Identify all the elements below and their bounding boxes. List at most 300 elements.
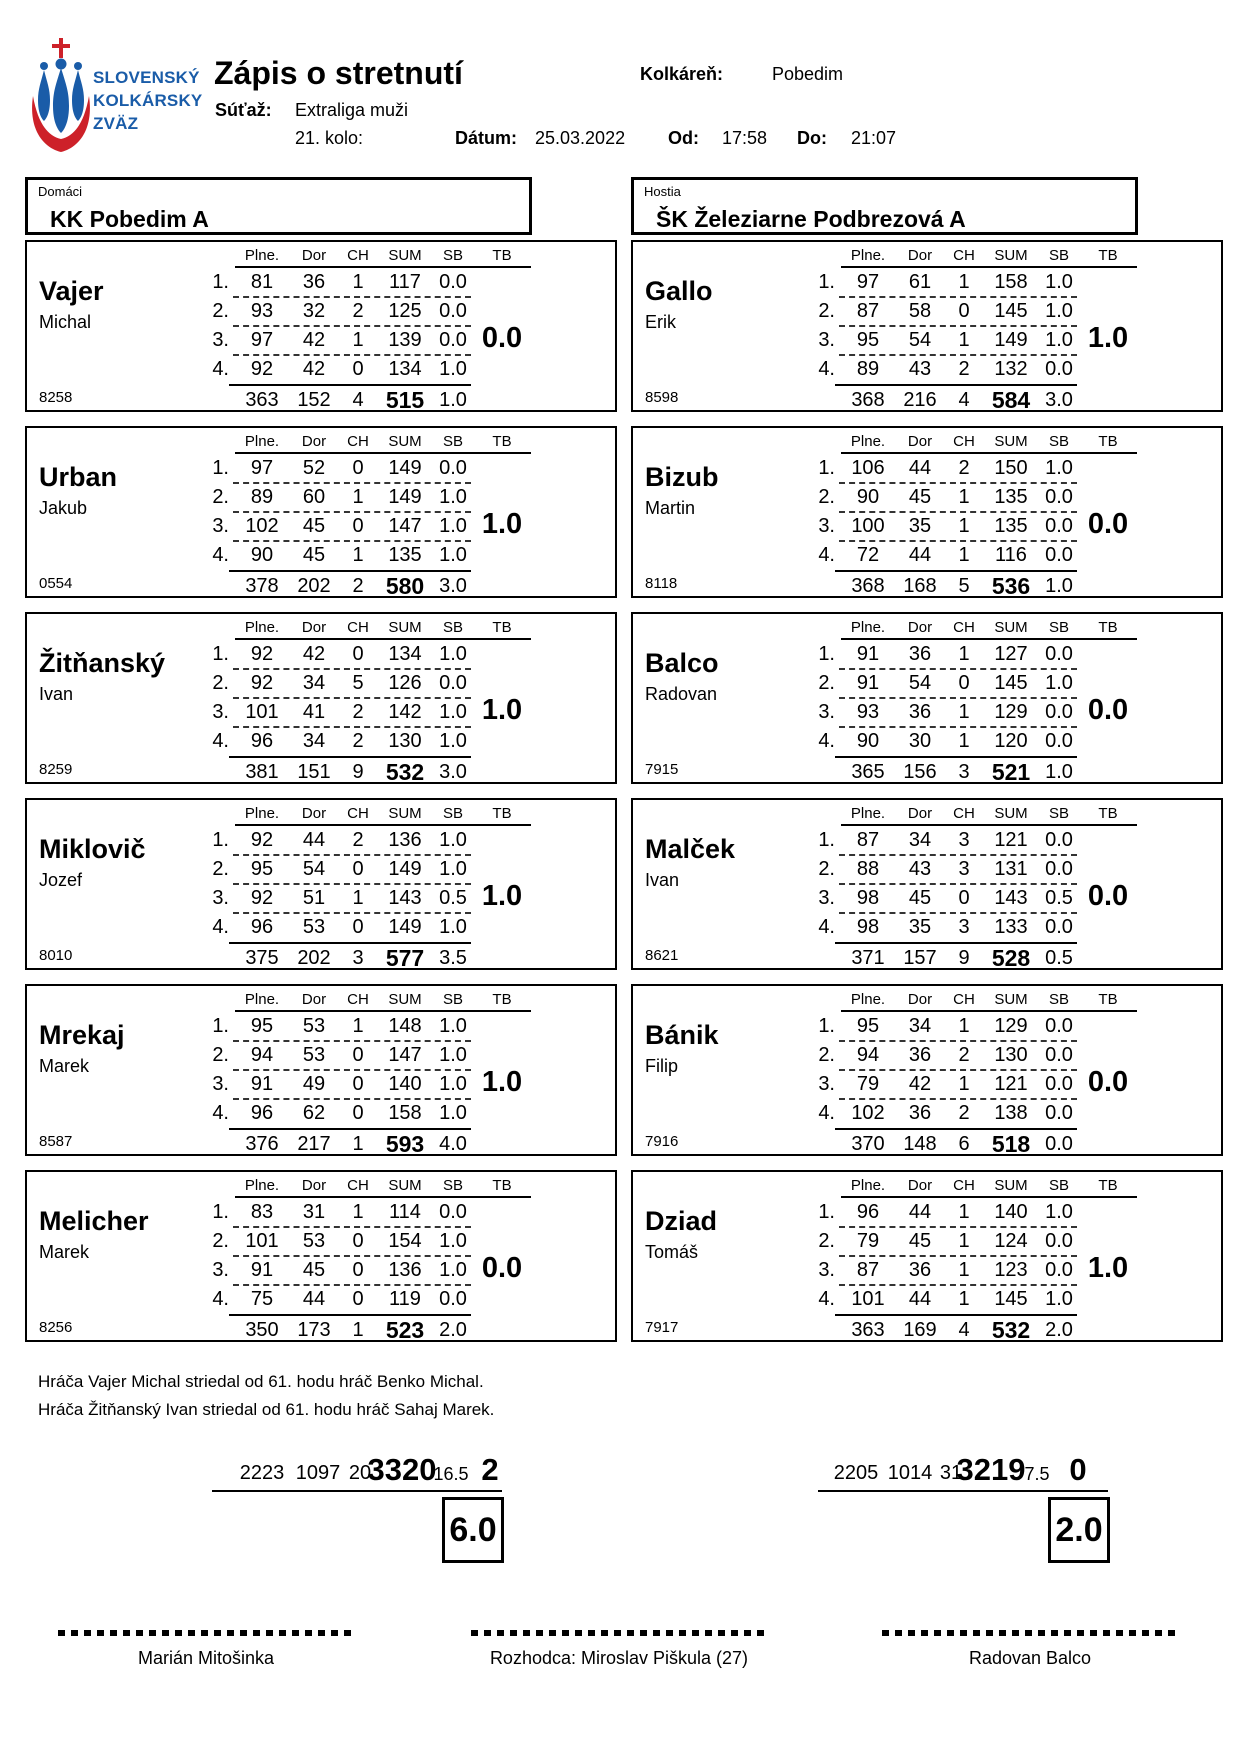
row-number: 3.: [818, 1259, 835, 1281]
row-number: 4.: [212, 916, 229, 938]
player-surname: Miklovič: [39, 834, 146, 864]
org-name-line1: SLOVENSKÝ: [93, 68, 200, 87]
cell-sum: 129: [994, 1015, 1028, 1037]
cell-dor: 42: [302, 358, 326, 380]
col-header-tb: TB: [1098, 247, 1118, 264]
row-divider: [839, 854, 1077, 856]
player-surname: Žitňanský: [39, 648, 166, 678]
row-number: 4.: [212, 358, 229, 380]
team-point-value: 1.0: [481, 694, 523, 726]
col-header-sum: SUM: [388, 991, 422, 1008]
cell-dor: 62: [302, 1102, 326, 1124]
cell-plne: 102: [245, 515, 279, 537]
header-divider: [235, 1196, 531, 1198]
col-header-dor: Dor: [907, 991, 933, 1008]
cell-ch: 0: [352, 916, 364, 938]
total-plne: 368: [851, 575, 885, 597]
row-number: 4.: [212, 1102, 229, 1124]
time-to-label: Do:: [797, 128, 827, 148]
cell-sum: 124: [994, 1230, 1028, 1252]
cell-ch: 1: [958, 730, 970, 752]
cell-sum: 140: [994, 1201, 1028, 1223]
cell-plne: 101: [245, 1230, 279, 1252]
col-header-ch: CH: [953, 805, 975, 822]
cell-dor: 43: [908, 858, 932, 880]
total-dor: 202: [297, 575, 331, 597]
row-divider: [839, 668, 1077, 670]
player-reg-id: 7915: [645, 761, 679, 778]
cell-sum: 149: [994, 329, 1028, 351]
col-header-sum: SUM: [994, 247, 1028, 264]
cell-sum: 149: [388, 858, 422, 880]
cell-ch: 0: [958, 300, 970, 322]
row-divider: [839, 540, 1077, 542]
cell-sb: 0.0: [1045, 701, 1073, 723]
cell-ch: 0: [352, 1044, 364, 1066]
player-given-name: Jozef: [39, 870, 83, 890]
cell-ch: 0: [958, 672, 970, 694]
cell-ch: 2: [958, 457, 970, 479]
total-sum: 528: [991, 945, 1031, 971]
team-point-value: 0.0: [1087, 880, 1129, 912]
cell-ch: 1: [958, 486, 970, 508]
total-plne: 381: [245, 761, 279, 783]
totals-divider: [229, 384, 471, 386]
cell-dor: 45: [908, 486, 932, 508]
cell-dor: 53: [302, 1230, 326, 1252]
col-header-dor: Dor: [301, 1177, 327, 1194]
player-block: [631, 798, 1223, 970]
cell-sb: 1.0: [1045, 329, 1073, 351]
cell-plne: 102: [851, 1102, 885, 1124]
col-header-plne: Plne.: [244, 619, 280, 636]
cell-sum: 148: [388, 1015, 422, 1037]
row-number: 1.: [818, 643, 835, 665]
cell-dor: 41: [302, 701, 326, 723]
col-header-ch: CH: [953, 247, 975, 264]
home-side-label: Domáci: [38, 184, 83, 199]
cell-sum: 116: [995, 544, 1027, 566]
total-plne: 365: [851, 761, 885, 783]
totals-divider: [229, 570, 471, 572]
cell-sum: 140: [388, 1073, 422, 1095]
cell-dor: 34: [302, 672, 326, 694]
col-header-ch: CH: [347, 247, 369, 264]
round-value: 21. kolo:: [295, 128, 364, 148]
row-number: 1.: [818, 1201, 835, 1223]
cell-sum: 145: [994, 672, 1028, 694]
cell-ch: 3: [958, 858, 970, 880]
cell-plne: 96: [856, 1201, 880, 1223]
row-number: 2.: [212, 486, 229, 508]
player-block: [25, 798, 617, 970]
cell-ch: 2: [352, 300, 364, 322]
row-number: 4.: [212, 544, 229, 566]
cell-sb: 1.0: [439, 916, 467, 938]
org-name-line3: ZVÄZ: [93, 114, 139, 133]
total-ch: 1: [352, 1133, 364, 1155]
col-header-plne: Plne.: [850, 247, 886, 264]
total-ch: 4: [958, 389, 970, 411]
cell-plne: 91: [856, 643, 880, 665]
row-divider: [839, 883, 1077, 885]
col-header-plne: Plne.: [850, 805, 886, 822]
cell-ch: 1: [958, 544, 970, 566]
player-surname: Malček: [645, 834, 736, 864]
cell-dor: 44: [908, 1288, 932, 1310]
col-header-dor: Dor: [301, 247, 327, 264]
col-header-dor: Dor: [301, 619, 327, 636]
cell-plne: 92: [250, 887, 274, 909]
cell-ch: 2: [958, 1102, 970, 1124]
cell-plne: 89: [250, 486, 274, 508]
total-ch: 5: [958, 575, 970, 597]
cell-sum: 145: [994, 1288, 1028, 1310]
cell-sum: 130: [994, 1044, 1028, 1066]
col-header-sum: SUM: [388, 619, 422, 636]
cell-sb: 0.5: [439, 887, 467, 909]
total-sum: 521: [991, 759, 1031, 785]
row-number: 3.: [212, 1073, 229, 1095]
total-dor: 151: [297, 761, 331, 783]
competition-value: Extraliga muži: [295, 100, 409, 120]
cell-plne: 94: [250, 1044, 274, 1066]
cell-sum: 136: [388, 1259, 422, 1281]
col-header-sb: SB: [442, 1177, 463, 1194]
home-total-dor: 1097: [295, 1462, 341, 1484]
player-block: [631, 426, 1223, 598]
cell-plne: 98: [856, 916, 880, 938]
cell-sum: 138: [994, 1102, 1028, 1124]
col-header-plne: Plne.: [244, 247, 280, 264]
cell-plne: 100: [851, 515, 885, 537]
col-header-plne: Plne.: [850, 991, 886, 1008]
row-number: 2.: [818, 858, 835, 880]
player-given-name: Martin: [645, 498, 696, 518]
cell-dor: 44: [302, 1288, 326, 1310]
player-block: [631, 612, 1223, 784]
cell-sb: 1.0: [1045, 1288, 1073, 1310]
cell-dor: 43: [908, 358, 932, 380]
col-header-ch: CH: [347, 991, 369, 1008]
row-number: 4.: [212, 1288, 229, 1310]
header-divider: [235, 452, 531, 454]
col-header-plne: Plne.: [244, 991, 280, 1008]
row-number: 3.: [212, 887, 229, 909]
header-divider: [841, 1196, 1137, 1198]
cell-plne: 90: [856, 730, 880, 752]
cell-ch: 0: [958, 887, 970, 909]
cell-ch: 0: [352, 858, 364, 880]
cell-ch: 1: [958, 643, 970, 665]
col-header-plne: Plne.: [850, 1177, 886, 1194]
signature-name: Radovan Balco: [968, 1648, 1092, 1668]
totals-divider: [229, 942, 471, 944]
total-sum: 532: [385, 759, 425, 785]
player-reg-id: 7916: [645, 1133, 679, 1150]
signature-referee: [471, 1630, 767, 1669]
cell-ch: 0: [352, 457, 364, 479]
row-divider: [839, 912, 1077, 914]
total-plne: 375: [245, 947, 279, 969]
row-number: 2.: [818, 672, 835, 694]
home-total-ch: 20: [348, 1462, 372, 1484]
cell-ch: 0: [352, 1288, 364, 1310]
cell-plne: 97: [250, 329, 274, 351]
cell-plne: 93: [856, 701, 880, 723]
col-header-tb: TB: [492, 433, 512, 450]
row-divider: [233, 1284, 471, 1286]
cell-dor: 36: [908, 1044, 932, 1066]
player-block: [25, 1170, 617, 1342]
col-header-plne: Plne.: [850, 619, 886, 636]
cell-dor: 32: [302, 300, 326, 322]
player-surname: Vajer: [39, 276, 104, 306]
total-dor: 217: [297, 1133, 331, 1155]
row-number: 3.: [212, 1259, 229, 1281]
time-from-value: 17:58: [722, 128, 768, 148]
row-number: 3.: [212, 329, 229, 351]
team-point-value: 0.0: [1087, 1066, 1129, 1098]
competition-label: Súťaž:: [215, 100, 272, 120]
cell-plne: 92: [250, 358, 274, 380]
row-number: 1.: [212, 457, 229, 479]
cell-dor: 45: [302, 544, 326, 566]
total-sum: 577: [385, 945, 425, 971]
row-number: 1.: [818, 271, 835, 293]
row-number: 3.: [818, 887, 835, 909]
cell-sb: 1.0: [1045, 1201, 1073, 1223]
cell-sum: 135: [994, 486, 1028, 508]
row-divider: [839, 354, 1077, 356]
player-given-name: Erik: [645, 312, 676, 332]
away-total-tb: 0: [1069, 1452, 1087, 1487]
col-header-sum: SUM: [388, 247, 422, 264]
cell-dor: 31: [302, 1201, 326, 1223]
total-plne: 378: [245, 575, 279, 597]
cell-plne: 87: [856, 829, 880, 851]
player-block: [25, 984, 617, 1156]
cell-ch: 0: [352, 1073, 364, 1095]
cell-sb: 1.0: [1045, 300, 1073, 322]
cell-plne: 90: [856, 486, 880, 508]
away-total-plne: 2205: [833, 1462, 879, 1484]
signature-away-captain: [882, 1630, 1178, 1669]
player-surname: Balco: [645, 648, 719, 678]
cell-sb: 0.0: [439, 1201, 467, 1223]
signature-line: [471, 1630, 767, 1636]
header-divider: [841, 638, 1137, 640]
signature-name: Rozhodca: Miroslav Piškula (27): [489, 1648, 749, 1668]
cell-plne: 92: [250, 672, 274, 694]
player-given-name: Marek: [39, 1056, 90, 1076]
cell-sb: 1.0: [439, 358, 467, 380]
total-sb: 1.0: [1045, 761, 1073, 783]
col-header-sb: SB: [442, 991, 463, 1008]
cell-ch: 1: [352, 486, 364, 508]
row-number: 4.: [818, 1288, 835, 1310]
col-header-ch: CH: [347, 619, 369, 636]
cell-ch: 2: [352, 730, 364, 752]
cell-plne: 96: [250, 916, 274, 938]
row-divider: [233, 1226, 471, 1228]
cell-sum: 126: [388, 672, 422, 694]
totals-divider: [229, 1314, 471, 1316]
header-divider: [841, 824, 1137, 826]
cell-ch: 0: [352, 1259, 364, 1281]
cell-sum: 142: [388, 701, 422, 723]
home-team-name: KK Pobedim A: [50, 206, 209, 232]
total-sb: 0.0: [1045, 1133, 1073, 1155]
col-header-sb: SB: [1048, 433, 1069, 450]
page-title: Zápis o stretnutí: [214, 55, 463, 91]
cell-ch: 1: [958, 271, 970, 293]
cell-sum: 117: [389, 271, 421, 293]
totals-divider: [835, 942, 1077, 944]
team-point-value: 1.0: [481, 880, 523, 912]
cell-sb: 0.0: [1045, 643, 1073, 665]
cell-sum: 135: [994, 515, 1028, 537]
cell-ch: 0: [352, 358, 364, 380]
away-players-column: [631, 240, 1223, 1356]
col-header-sum: SUM: [994, 1177, 1028, 1194]
cell-ch: 2: [352, 829, 364, 851]
row-divider: [233, 1040, 471, 1042]
cell-plne: 88: [856, 858, 880, 880]
cell-dor: 36: [302, 271, 326, 293]
total-ch: 4: [958, 1319, 970, 1341]
cell-sb: 0.0: [1045, 858, 1073, 880]
header-divider: [841, 1010, 1137, 1012]
cell-ch: 2: [958, 1044, 970, 1066]
cell-dor: 60: [302, 486, 326, 508]
cell-ch: 1: [958, 515, 970, 537]
total-sb: 3.0: [439, 575, 467, 597]
total-plne: 371: [851, 947, 885, 969]
cell-plne: 91: [250, 1073, 274, 1095]
signature-home-captain: [58, 1630, 354, 1669]
row-number: 4.: [818, 730, 835, 752]
row-divider: [233, 697, 471, 699]
total-sum: 515: [385, 387, 425, 413]
row-number: 2.: [212, 672, 229, 694]
cell-sb: 1.0: [439, 1044, 467, 1066]
time-to-value: 21:07: [851, 128, 897, 148]
cell-plne: 91: [250, 1259, 274, 1281]
cell-plne: 87: [856, 1259, 880, 1281]
cell-sum: 147: [388, 1044, 422, 1066]
total-dor: 148: [903, 1133, 937, 1155]
total-dor: 216: [903, 389, 937, 411]
total-plne: 350: [245, 1319, 279, 1341]
cell-sb: 0.0: [439, 1288, 467, 1310]
total-sb: 1.0: [1045, 575, 1073, 597]
cell-ch: 1: [958, 1259, 970, 1281]
home-points-box: 6.0: [442, 1497, 504, 1563]
row-divider: [233, 668, 471, 670]
cell-ch: 5: [352, 672, 364, 694]
col-header-sb: SB: [442, 247, 463, 264]
col-header-tb: TB: [1098, 1177, 1118, 1194]
header-divider: [235, 824, 531, 826]
cell-sum: 133: [994, 916, 1028, 938]
total-dor: 152: [297, 389, 331, 411]
col-header-sb: SB: [1048, 1177, 1069, 1194]
cell-sum: 147: [388, 515, 422, 537]
team-point-value: 1.0: [1087, 1252, 1129, 1284]
total-plne: 370: [851, 1133, 885, 1155]
total-sb: 4.0: [439, 1133, 467, 1155]
player-reg-id: 8621: [645, 947, 679, 964]
total-ch: 3: [958, 761, 970, 783]
cell-sb: 1.0: [439, 1073, 467, 1095]
row-divider: [233, 1098, 471, 1100]
cell-ch: 0: [352, 1230, 364, 1252]
col-header-tb: TB: [1098, 619, 1118, 636]
cell-plne: 72: [856, 544, 880, 566]
cell-dor: 34: [908, 1015, 932, 1037]
cell-sb: 1.0: [439, 858, 467, 880]
cell-sb: 0.0: [1045, 829, 1073, 851]
cell-dor: 45: [302, 515, 326, 537]
cell-ch: 1: [958, 1015, 970, 1037]
team-point-value: 1.0: [481, 1066, 523, 1098]
cell-dor: 45: [302, 1259, 326, 1281]
cell-plne: 75: [250, 1288, 274, 1310]
cell-sb: 0.0: [1045, 916, 1073, 938]
col-header-sum: SUM: [994, 805, 1028, 822]
total-sum: 580: [385, 573, 425, 599]
row-divider: [233, 511, 471, 513]
player-surname: Melicher: [39, 1206, 149, 1236]
row-divider: [839, 1040, 1077, 1042]
col-header-ch: CH: [347, 1177, 369, 1194]
row-divider: [233, 912, 471, 914]
signature-name: Marián Mitošinka: [137, 1648, 275, 1668]
col-header-tb: TB: [492, 247, 512, 264]
cell-sb: 0.0: [1045, 358, 1073, 380]
player-block: [25, 240, 617, 412]
cell-dor: 36: [908, 1102, 932, 1124]
cell-plne: 79: [856, 1230, 880, 1252]
cell-dor: 53: [302, 916, 326, 938]
cell-dor: 42: [302, 329, 326, 351]
col-header-ch: CH: [953, 1177, 975, 1194]
cell-plne: 83: [250, 1201, 274, 1223]
total-plne: 376: [245, 1133, 279, 1155]
total-ch: 9: [352, 761, 364, 783]
cell-dor: 54: [908, 672, 932, 694]
total-ch: 9: [958, 947, 970, 969]
cell-sb: 0.5: [1045, 887, 1073, 909]
cell-plne: 106: [851, 457, 885, 479]
row-number: 3.: [818, 1073, 835, 1095]
totals-divider: [229, 756, 471, 758]
cell-dor: 30: [908, 730, 932, 752]
cell-sb: 0.0: [439, 329, 467, 351]
team-point-value: 0.0: [481, 322, 523, 354]
total-sb: 1.0: [439, 389, 467, 411]
col-header-tb: TB: [492, 619, 512, 636]
cell-ch: 1: [958, 1201, 970, 1223]
row-number: 1.: [212, 1201, 229, 1223]
totals-divider: [835, 1128, 1077, 1130]
cell-sb: 1.0: [439, 544, 467, 566]
away-total-divider: [818, 1490, 1108, 1492]
cell-sb: 0.0: [1045, 515, 1073, 537]
player-reg-id: 7917: [645, 1319, 679, 1336]
home-total-sum: 3320: [367, 1452, 437, 1487]
